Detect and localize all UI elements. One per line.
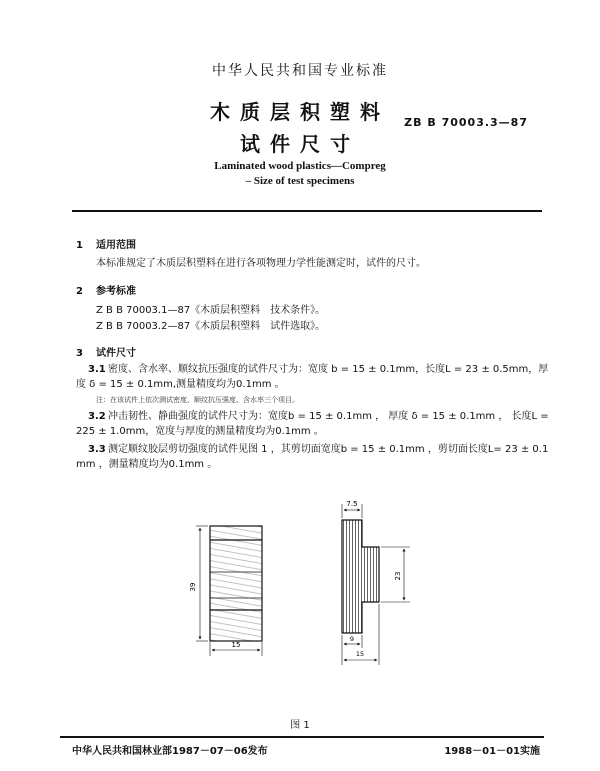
clause-3-1-line1 xyxy=(76,363,549,377)
right-top-dim-label: 7.5 xyxy=(346,500,358,508)
footer-issued: 中华人民共和国林业部1987－07－06发布 xyxy=(72,746,268,757)
standard-code: ZB B 70003.3—87 xyxy=(404,116,528,129)
clause-3-2-text-a: 冲击韧性、静曲强度的试件尺寸为：宽度b = 15 ± 0.1mm ， 厚度 δ = 15 ± 0.1mm ， 长度L = xyxy=(108,411,549,422)
right-specimen-view xyxy=(342,500,410,665)
section-3-heading xyxy=(76,344,136,359)
section-3-title: 试件尺寸 xyxy=(96,348,136,359)
header-divider xyxy=(72,210,542,212)
clause-3-2-line1 xyxy=(76,410,549,424)
right-bottom-outer-dim-label: 15 xyxy=(355,650,365,658)
figure-1-drawing xyxy=(0,490,600,715)
clause-3-3-line1 xyxy=(76,443,549,457)
title-chinese-line1: 木质层积塑料 xyxy=(210,100,390,124)
section-2-heading xyxy=(76,282,136,297)
section-1-text: 本标准规定了木质层积塑料在进行各项物理力学性能测定时，试件的尺寸。 xyxy=(96,258,426,269)
clause-3-2-text-b: 225 ± 1.0mm，宽度与厚度的测量精度均为0.1mm 。 xyxy=(76,426,324,437)
clause-3-2-number: 3.2 xyxy=(88,411,106,422)
left-specimen-view xyxy=(189,526,262,656)
section-1-heading xyxy=(76,236,136,251)
figure-caption: 图 1 xyxy=(290,720,310,731)
reference-1: Z B B 70003.1—87《木质层积塑料 技术条件》。 xyxy=(96,305,326,316)
publisher-header: 中华人民共和国专业标准 xyxy=(212,63,388,79)
footer-divider xyxy=(60,736,544,738)
clause-3-1-note: 注：在该试件上依次测试密度、顺纹抗压强度、含水率三个项目。 xyxy=(96,396,299,404)
clause-3-3-text-a: 测定顺纹胶层剪切强度的试件见图 1 ，其剪切面宽度b = 15 ± 0.1mm ，剪切面长度L= 23 ± 0.1 xyxy=(108,444,549,455)
section-1-title: 适用范围 xyxy=(96,240,136,251)
section-3-number: 3 xyxy=(76,348,83,359)
right-side-dim-label: 23 xyxy=(394,571,402,581)
title-english-line1: Laminated wood plastics—Compreg xyxy=(214,160,386,172)
clause-3-1-text-a: 密度、含水率、顺纹抗压强度的试件尺寸为：宽度 b = 15 ± 0.1mm，长度L = 23 ± 0.5mm，厚 xyxy=(108,364,549,375)
section-2-title: 参考标准 xyxy=(96,286,136,297)
footer-effective: 1988－01－01实施 xyxy=(444,746,540,757)
title-english-line2: – Size of test specimens xyxy=(245,175,355,187)
clause-3-1-number: 3.1 xyxy=(88,364,106,375)
clause-3-3-text-b: mm ，测量精度均为0.1mm 。 xyxy=(76,459,218,470)
left-height-dim-label: 39 xyxy=(189,582,197,592)
title-chinese-line2: 试件尺寸 xyxy=(240,132,360,156)
clause-3-1-text-b: 度 δ = 15 ± 0.1mm,测量精度均为0.1mm 。 xyxy=(76,379,285,390)
right-specimen-body xyxy=(342,520,379,633)
reference-2: Z B B 70003.2—87《木质层积塑料 试件选取》。 xyxy=(96,321,326,332)
section-2-number: 2 xyxy=(76,286,83,297)
left-width-dim-label: 15 xyxy=(231,641,241,649)
clause-3-3-number: 3.3 xyxy=(88,444,106,455)
left-specimen-body xyxy=(210,526,262,641)
section-1-number: 1 xyxy=(76,240,83,251)
right-bottom-inner-dim-label: 9 xyxy=(349,635,355,643)
